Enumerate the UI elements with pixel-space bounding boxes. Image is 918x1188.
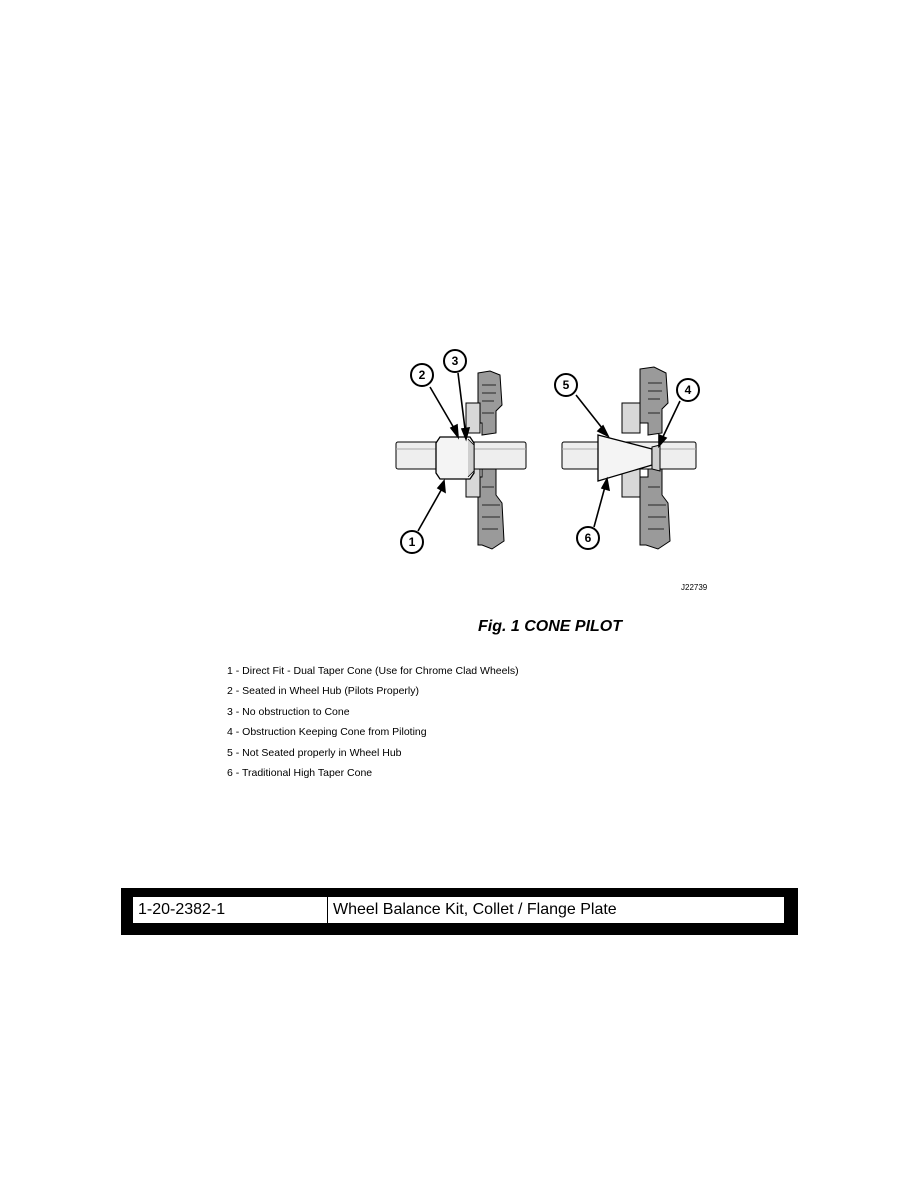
callout-1-label: 1 (408, 535, 416, 549)
callout-6 (577, 527, 599, 549)
callout-2 (411, 364, 433, 386)
left-hub-section (478, 371, 502, 435)
legend-item: 1 - Direct Fit - Dual Taper Cone (Use for Chrome Clad Wheels) (227, 665, 519, 677)
left-hub-section-lower (478, 467, 504, 549)
figure-legend (227, 664, 519, 786)
right-hub-section (640, 367, 668, 435)
cone-pilot-drawing (378, 345, 718, 595)
legend-item: 2 - Seated in Wheel Hub (Pilots Properly) (227, 685, 419, 698)
tool-description: Wheel Balance Kit, Collet / Flange Plate (333, 901, 617, 918)
right-assembly (562, 367, 696, 549)
special-tool-table (121, 888, 798, 935)
cone-pilot-illustration (378, 345, 718, 595)
legend-item: 6 - Traditional High Taper Cone (227, 766, 373, 779)
callout-6-label: 6 (584, 531, 592, 545)
legend-item: 5 - Not Seated properly in Wheel Hub (227, 746, 402, 759)
table-row (133, 897, 784, 923)
callout-5-label: 5 (562, 378, 570, 392)
right-hub-section-lower (640, 467, 670, 549)
figure-id: J22739 (681, 583, 708, 592)
legend-item: 3 - No obstruction to Cone (227, 705, 350, 718)
callout-4-label: 4 (684, 383, 692, 397)
tool-part-number: 1-20-2382-1 (133, 897, 328, 923)
figure-caption: Fig. 1 CONE PILOT (478, 618, 623, 635)
callout-5 (555, 374, 577, 396)
callout-2-label: 2 (418, 368, 426, 382)
callout-3-label: 3 (451, 354, 459, 368)
callout-1 (401, 531, 423, 553)
legend-item: 4 - Obstruction Keeping Cone from Piloting (227, 726, 427, 739)
callout-3 (444, 350, 466, 372)
callout-4 (677, 379, 699, 401)
